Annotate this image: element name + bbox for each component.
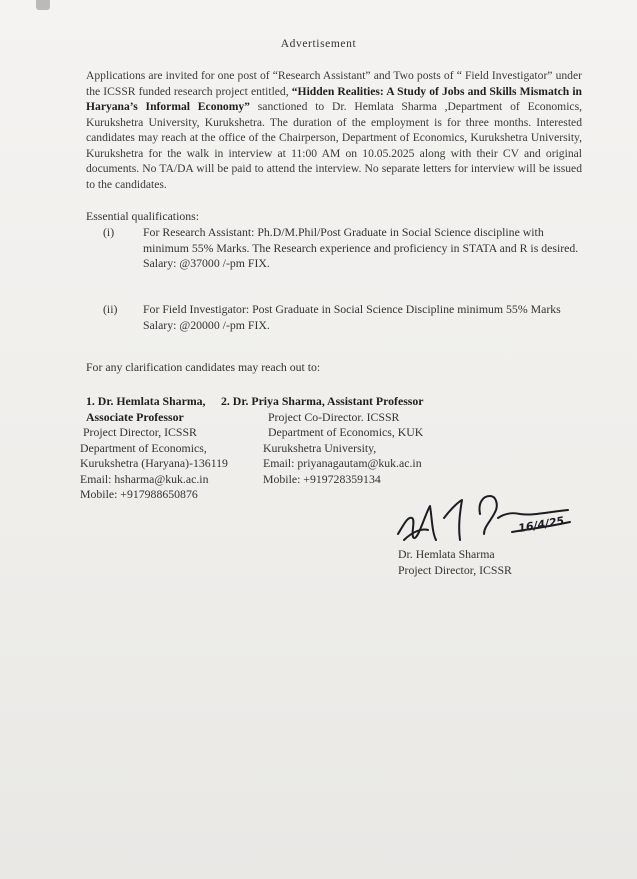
contact-email: Email: priyanagautam@kuk.ac.in (263, 456, 422, 470)
qualification-text: For Field Investigator: Post Graduate in Social Science Discipline minimum 55% Marks (143, 302, 561, 316)
signatory-designation: Project Director, ICSSR (398, 562, 512, 577)
contact-block-secondary (221, 394, 523, 487)
qualification-item (103, 302, 583, 333)
qualification-text: For Research Assistant: Ph.D/M.Phil/Post Graduate in Social Science discipline with minimum 55% Marks. The Research experience and proficiency in STATA and R is desired. (143, 225, 579, 255)
binder-clip (36, 0, 50, 10)
document-title: Advertisement (280, 38, 357, 50)
signature-date: 16/4/25 (517, 514, 566, 536)
contact-university: Kurukshetra University, (263, 440, 377, 455)
contact-role: Project Director, ICSSR (83, 425, 197, 439)
project-title: “Hidden Realities: A Study of Jobs and Skills Mismatch in Haryana’s Informal Economy” (86, 84, 582, 113)
qualification-salary: Salary: @37000 /-pm FIX. (143, 256, 270, 270)
contact-email: Email: hsharma@kuk.ac.in (80, 471, 209, 486)
signatory-block (398, 547, 512, 578)
intro-text-after: sanctioned to Dr. Hemlata Sharma ,Department of Economics, Kurukshetra University, Kurukshetra. The duration of the employment is for three months. Interested candidates may reach at the office of the Chairperson, Department of Economics, Kurukshetra University, Kurukshetra for the walk in interview at 11:00 AM on 10.05.2025 along with their CV and original documents. No TA/DA will be paid to attend the interview. No separate letters for interview will be issued to the candidates. (86, 100, 582, 191)
handwritten-signature (392, 488, 582, 552)
intro-text-before: Applications are invited for one post of “Research Assistant” and Two posts of “ Field Investigator” under the ICSSR funded research project entitled, (86, 69, 582, 98)
contact-mobile: Mobile: +919728359134 (263, 471, 381, 486)
qualification-number: (ii) (103, 302, 118, 316)
qualification-item (103, 225, 583, 272)
contact-designation: Associate Professor (86, 409, 184, 424)
signatory-name: Dr. Hemlata Sharma (398, 547, 495, 561)
contact-department: Department of Economics, KUK (268, 425, 424, 439)
contact-address: Kurukshetra (Haryana)-136119 (80, 456, 228, 470)
qualification-number: (i) (103, 225, 115, 239)
qualifications-label: Essential qualifications: (86, 209, 200, 223)
contact-name: 1. Dr. Hemlata Sharma, (86, 394, 206, 408)
contact-mobile: Mobile: +917988650876 (80, 487, 198, 501)
contact-role: Project Co-Director. ICSSR (268, 409, 400, 424)
contact-department: Department of Economics, (80, 440, 207, 455)
qualification-salary: Salary: @20000 /-pm FIX. (143, 317, 270, 332)
contact-name: 2. Dr. Priya Sharma, Assistant Professor (221, 394, 424, 408)
clarification-text: For any clarification candidates may reach out to: (86, 360, 321, 374)
intro-paragraph (86, 68, 582, 192)
contact-block-primary (80, 394, 270, 503)
